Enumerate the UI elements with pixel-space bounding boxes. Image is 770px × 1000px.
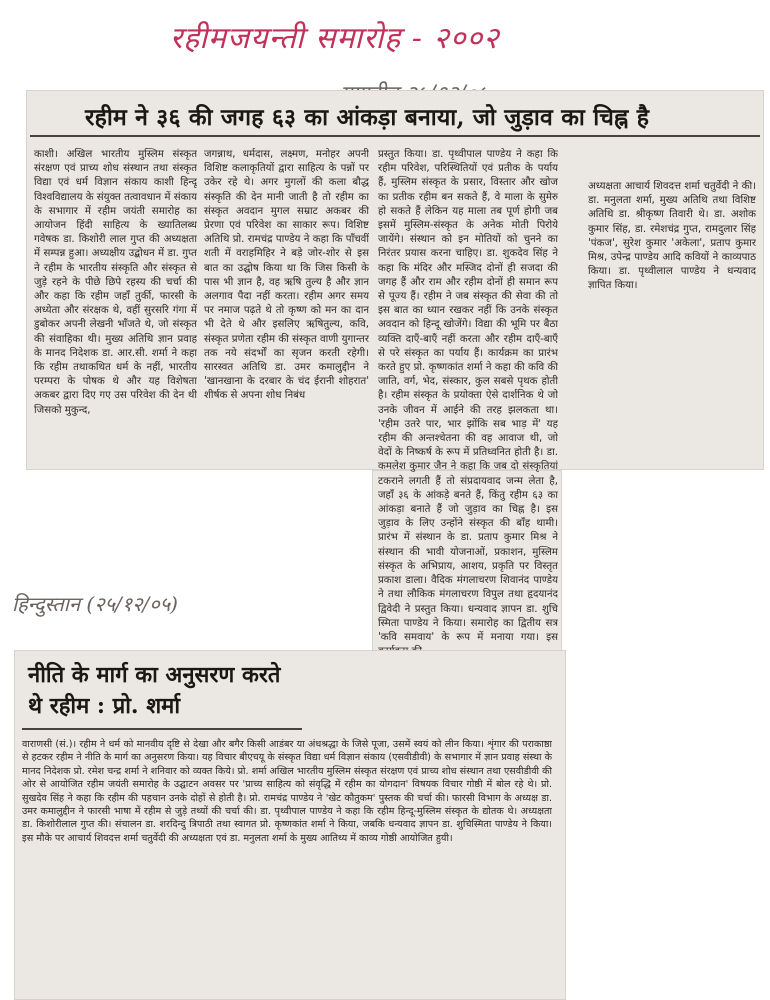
handwritten-title: रहीमजयन्ती समारोह - २००२ [170, 21, 500, 56]
article1-column4: अध्यक्षता आचार्य शिवदत्त शर्मा चतुर्वेदी ने की। डा. मनुलता शर्मा, मुख्य अतिथि तथा विशिष्ट अतिथि डा. श्रीकृष्ण तिवारी थे। डा. अशोक कुमार सिंह, डा. रमेशचंद्र गुप्त, रामदुलार सिंह 'पंकज', सुरेश कुमार 'अकेला', प्रताप कुमार मिश्र, उपेन्द्र पाण्डेय आदि कवियों ने काव्यपाठ किया। डा. पृथ्वीलाल पाण्डेय ने धन्यवाद ज्ञापित किया। [588, 181, 756, 292]
headline2-rule [22, 728, 302, 730]
handwritten-source-hindustan: हिन्दुस्तान (२५/१२/०५) [12, 592, 178, 616]
article1-headline: रहीम ने ३६ की जगह ६३ का आंकड़ा बनाया, जो जुड़ाव का चिह्न है [85, 104, 650, 131]
article1-column2: जगन्नाथ, धर्मदास, लक्ष्मण, मनोहर अपनी विशिष्ट कलाकृतियों द्वारा साहित्य के पन्नों पर उकेर रहे थे। अगर मुगलों की कला बौद्ध संस्कृति की देन मानी जाती है तो रहीम का संस्कृत अवदान मुगल सम्राट अकबर की प्रेरणा एवं परिवेश का साकार रूप। विशिष्ट अतिथि प्रो. रामचंद्र पाण्डेय ने कहा कि पाँचवीं शती में वराहमिहिर ने बड़े जोर-शोर से इस बात का उद्घोष किया था कि जिस किसी के पास भी ज्ञान है, वह ऋषि तुल्य है और ज्ञान अलगाव पैदा नहीं करता। रहीम अगर समय पर नमाज पढ़ते थे तो कृष्ण को मन का दान भी देते थे और इसलिए ऋषितुल्य, कवि, संस्कृत प्रणेता रहीम की संस्कृत वाणी युगान्तर तक नये संदर्भों का सृजन करती रहेगी। सारस्वत अतिथि डा. उमर कमालुद्दीन ने 'खानखाना के दरबार के चंद ईरानी शोहरात' शीर्षक से अपना शोध निबंध [204, 149, 369, 402]
article2-body: वाराणसी (सं.)। रहीम ने धर्म को मानवीय दृष्टि से देखा और बगैर किसी आडंबर या अंधश्रद्धा के जिसे पूजा, उसमें स्वयं को लीन किया। शृंगार की पराकाष्ठा से हटकर रहीम ने नीति के मार्ग का अनुसरण किया। यह विचार बीएचयू के संस्कृत विद्या धर्म विज्ञान संकाय (एसवीडीवी) के सभागार में ज्ञान प्रवाह संस्था के मानद निदेशक प्रो. रमेश चन्द्र शर्मा ने शनिवार को व्यक्त किये। प्रो. शर्मा अखिल भारतीय मुस्लिम संस्कृत संरक्षण एवं प्राच्य शोध संस्थान तथा एसवीडीवी की ओर से आयोजित रहीम जयंती समारोह के उद्घाटन अवसर पर 'प्राच्य साहित्य को संवृद्धि में रहीम का योगदान' विषयक विचार गोष्ठी में बोल रहे थे। प्रो. सुखदेव सिंह ने कहा कि रहीम की पहचान उनके दोहों से होती है। प्रो. रामचंद्र पाण्डेय ने 'खेट कौतुकम' पुस्तक की चर्चा की। फारसी विभाग के अध्यक्ष डा. उमर कमालुद्दीन ने फारसी भाषा में रहीम से जुड़े तथ्यों की चर्चा की। डा. पृथ्वीपाल पाण्डेय ने कहा कि रहीम हिन्दू-मुस्लिम संस्कृत के द्योतक थे। अध्यक्षता डा. किशोरीलाल गुप्त की। संचालन डा. शरदिन्दु त्रिपाठी तथा स्वागत प्रो. कृष्णकांत शर्मा ने किया, जबकि धन्यवाद ज्ञापन डा. शुचिस्मिता पाण्डेय ने किया। इस मौके पर आचार्य शिवदत्त शर्मा चतुर्वेदी की अध्यक्षता एवं डा. मनुलता शर्मा के मुख्य आतिथ्य में काव्य गोष्ठी आयोजित हुयी। [22, 739, 552, 844]
article2-headline: नीति के मार्ग का अनुसरण करते थे रहीम : प्रो. शर्मा [28, 662, 281, 719]
article1-column3: प्रस्तुत किया। डा. पृथ्वीपाल पाण्डेय ने कहा कि रहीम परिवेश, परिस्थितियों एवं प्रतीक के पर्याय हैं, मुस्लिम संस्कृत के प्रसार, विस्तार और खोज का प्रतीक रहीम बन सकते हैं, वे माला के सुमेरु हो सकते हैं लेकिन यह माला तब पूर्ण होगी जब इसमें मुस्लिम-संस्कृत के अनेक मोती पिरोये जायेंगे। संस्थान को इन मोतियों को चुनने का निरंतर प्रयास करना चाहिए। डा. शुकदेव सिंह ने कहा कि मंदिर और मस्जिद दोनों ही सजदा की जगह हैं और राम और रहीम दोनों ही समान रूप से पूज्य हैं। रहीम ने जब संस्कृत की सेवा की तो इस बात का ध्यान रखकर नहीं कि उनके संस्कृत अवदान को हिन्दू खोजेंगे। विद्या की भूमि पर बैठा व्यक्ति दाएँ-बाएँ नहीं करता और रहीम दाएँ-बाएँ से परे संस्कृत का पर्याय हैं। कार्यक्रम का प्रारंभ करते हुए प्रो. कृष्णकांत शर्मा ने कहा की कवि की जाति, वर्ग, भेद, संस्कार, कुल सबसे पृथक होती है। रहीम संस्कृत के प्रयोक्ता ऐसे दार्शनिक थे जो उनके जीवन में आईने की तरह झलकता था। 'रहीम उतरे पार, भार झोंकि सब भाड़ में' यह रहीम की अन्तश्चेतना की वह आवाज थी, जो वेदों के निष्कर्ष के रूप में प्रतिध्वनित होती है। डा. कमलेश कुमार जैन ने कहा कि जब दो संस्कृतियां टकराने लगती हैं तो संप्रदायवाद जन्म लेता है, जहाँ ३६ के आंकड़े बनते हैं, किंतु रहीम ६३ का आंकड़ा बनाते हैं जो जुड़ाव का चिह्न है। इस जुड़ाव के लिए उन्होंने संस्कृत की बाँह थामी। प्रारंभ में संस्थान के डा. प्रताप कुमार मिश्र ने संस्थान की भावी योजनाओं, प्रकाशन, मुस्लिम संस्कृत के अभिप्राय, आशय, प्रकृति पर विस्तृत प्रकाश डाला। वैदिक मंगलाचरण शिवानंद पाण्डेय ने तथा लौकिक मंगलाचरण विपुल तथा हृदयानंद द्विवेदी ने प्रस्तुत किया। धन्यवाद ज्ञापन डा. शुचि स्मिता पाण्डेय ने किया। समारोह का द्वितीय सत्र 'कवि समवाय' के रूप में मनाया गया। इस [378, 149, 558, 643]
headline1-rule [30, 135, 760, 137]
article1-column1: काशी। अखिल भारतीय मुस्लिम संस्कृत संरक्षण एवं प्राच्य शोध संस्थान तथा संस्कृत विद्या एवं धर्म विज्ञान संकाय काशी हिन्दू विश्वविद्यालय के संयुक्त तत्वावधान में संकाय के सभागार में रहीम जयंती समारोह का आयोजन हिंदी साहित्य के ख्यातिलब्ध गवेषक डा. किशोरी लाल गुप्त की अध्यक्षता में सम्पन्न हुआ। अध्यक्षीय उद्बोधन में डा. गुप्त ने रहीम के भारतीय संस्कृति और संस्कृत से जुड़े रहने के पीछे छिपे रहस्य की चर्चा की और कहा कि रहीम जहाँ तुर्की, फारसी के अध्येता और संरक्षक थे, वहीं सुरसरि गंगा में डुबोकर अपनी लेखनी भाँजते थे, जो संस्कृत की संवाहिका थी। मुख्य अतिथि ज्ञान प्रवाह के मानद निदेशक डा. आर.सी. शर्मा ने कहा कि रहीम तथाकथित धर्म के नहीं, भारतीय परम्परा के पोषक थे और यह विशेषता अकबर द्वारा दिए गए उस परिवेश की देन थी जिसको मुकुन्द, [34, 149, 197, 416]
